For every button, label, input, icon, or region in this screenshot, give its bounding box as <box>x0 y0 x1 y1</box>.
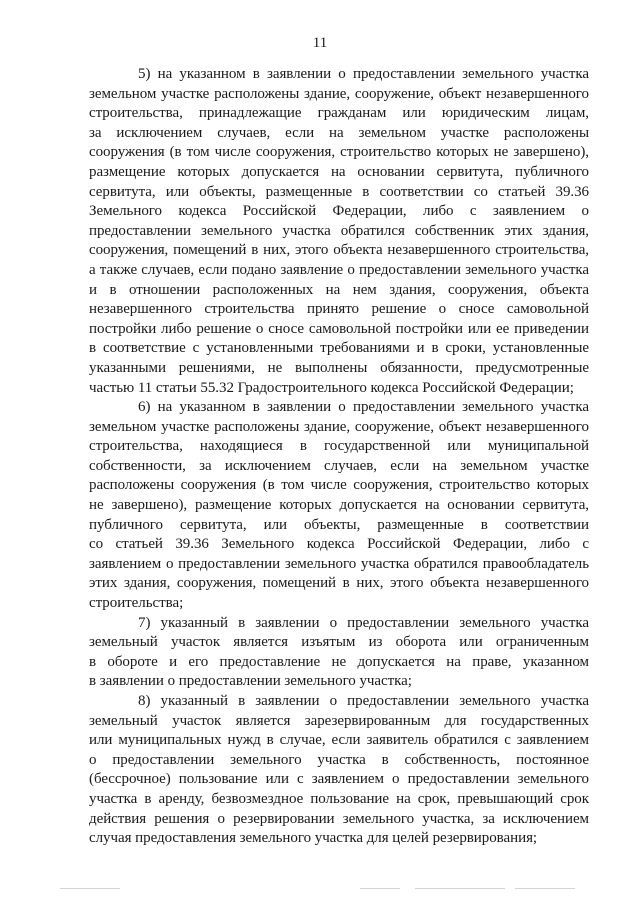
text-line: сооружения (в том числе сооружения, строительство которых не завершено), <box>89 144 589 161</box>
text-line: 7) указанный в заявлении о предоставлении земельного участка <box>138 614 589 631</box>
footer-mark <box>415 888 505 889</box>
text-line: незавершенного строительства принято решение о сносе самовольной <box>89 301 589 318</box>
text-line: 5) на указанном в заявлении о предоставлении земельного участка <box>138 66 589 82</box>
text-line: земельный участок является изъятым из оборота или ограниченным <box>89 634 589 651</box>
text-line: заявлением о предоставлении земельного участка обратился правообладатель <box>89 555 589 572</box>
text-line: действия решения о резервировании земельного участка, за исключением <box>89 810 589 827</box>
text-line: а также случаев, если подано заявление о предоставлении земельного участка <box>89 261 589 278</box>
text-line: сооружения, помещений в них, этого объекта незавершенного строительства, <box>89 242 589 259</box>
document-body <box>89 65 589 849</box>
text-line: частью 11 статьи 55.32 Градостроительного кодекса Российской Федерации; <box>89 379 574 396</box>
text-line: земельном участке расположены здание, сооружение, объект незавершенного <box>89 418 589 435</box>
text-line: со статьей 39.36 Земельного кодекса Российской Федерации, либо с <box>89 536 589 553</box>
text-line: и в отношении расположенных на нем здания, сооружения, объекта <box>89 281 589 298</box>
text-line: участка в аренду, безвозмездное пользование на срок, превышающий срок <box>89 790 589 807</box>
text-line: или муниципальных нужд в случае, если заявитель обратился с заявлением <box>89 732 589 749</box>
footer-mark <box>360 888 400 889</box>
text-line: за исключением случаев, если на земельном участке расположены <box>89 124 589 141</box>
page-number: 11 <box>312 35 328 51</box>
text-line: случая предоставления земельного участка для целей резервирования; <box>89 830 538 847</box>
text-line: расположены сооружения (в том числе сооружения, строительство которых <box>89 477 589 494</box>
text-line: не завершено), размещение которых допускается на основании сервитута, <box>89 497 589 514</box>
text-line: строительства; <box>89 595 184 612</box>
text-line: земельном участке расположены здание, сооружение, объект незавершенного <box>89 85 589 102</box>
text-line: в соответствие с установленными требованиями и в сроки, установленные <box>89 340 589 357</box>
text-line: строительства, принадлежащие гражданам или юридическим лицам, <box>89 105 589 122</box>
text-line: о предоставлении земельного участка в собственность, постоянное <box>89 751 589 768</box>
text-line: в обороте и его предоставление не допускается на праве, указанном <box>89 653 589 670</box>
text-line: 6) на указанном в заявлении о предоставлении земельного участка <box>138 399 589 416</box>
text-line: публичного сервитута, или объекты, размещенные в соответствии <box>89 516 589 533</box>
text-line: указанными решениями, не выполнены обязанности, предусмотренные <box>89 359 589 376</box>
text-line: (бессрочное) пользование или с заявлением о предоставлении земельного <box>89 771 589 788</box>
text-line: собственности, за исключением случаев, если на земельном участке <box>89 457 589 474</box>
footer-scan-marks <box>60 886 580 892</box>
text-line: сервитута, или объекты, размещенные в соответствии со статьей 39.36 <box>89 183 589 200</box>
text-line: 8) указанный в заявлении о предоставлении земельного участка <box>138 693 589 709</box>
footer-mark <box>515 888 575 889</box>
text-line: в заявлении о предоставлении земельного участка; <box>89 673 412 690</box>
text-line: строительства, находящиеся в государственной или муниципальной <box>89 438 589 455</box>
text-line: этих здания, сооружения, помещений в них, этого объекта незавершенного <box>89 575 589 592</box>
text-line: Земельного кодекса Российской Федерации, либо с заявлением о <box>89 203 589 220</box>
text-line: земельный участок является зарезервированным для государственных <box>89 712 589 729</box>
text-line: размещение которых допускается на основании сервитута, публичного <box>89 163 589 180</box>
text-line: предоставлении земельного участка обратился собственник этих здания, <box>89 222 589 239</box>
footer-mark <box>60 888 120 889</box>
text-line: постройки либо решение о сносе самовольной постройки или ее приведении <box>89 320 589 337</box>
